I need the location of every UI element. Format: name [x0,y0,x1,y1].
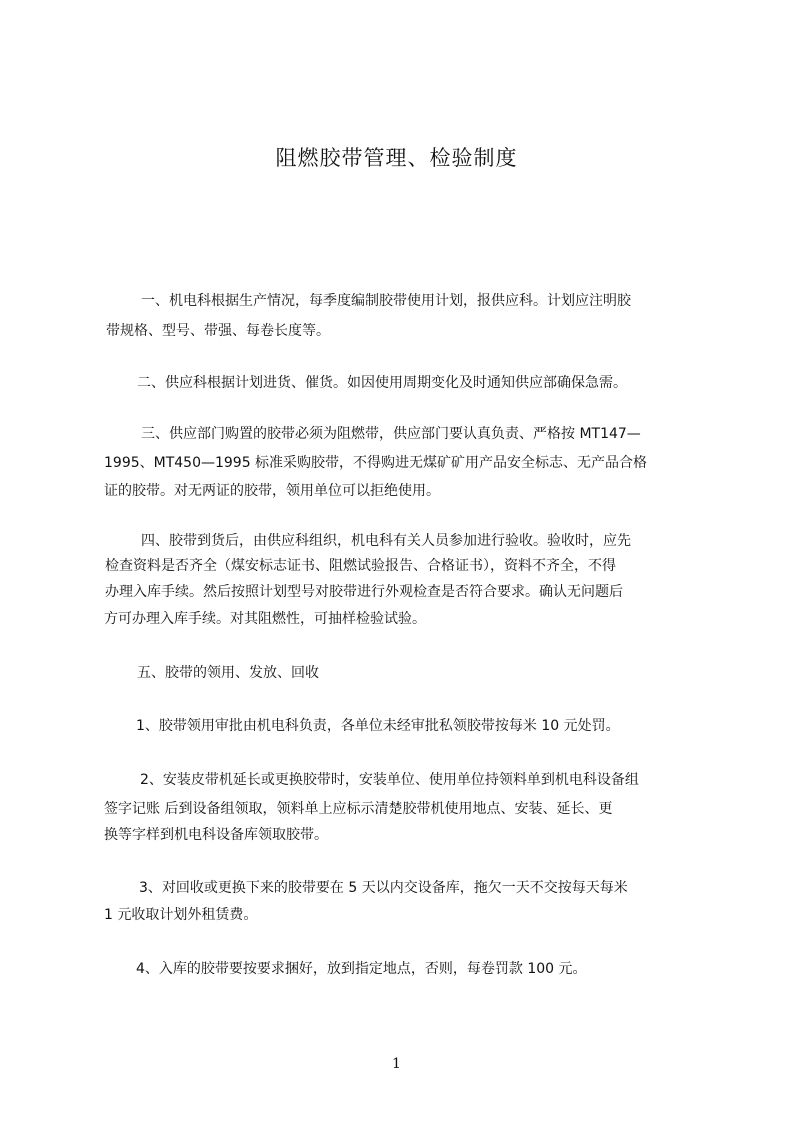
paragraph-line: 3、对回收或更换下来的胶带要在 5 天以内交设备库，拖欠一天不交按每天每米 [139,880,628,896]
paragraph-line: 1995、MT450—1995 标准采购胶带，不得购进无煤矿矿用产品安全标志、无产品合格 [104,455,648,471]
page-number: 1 [392,1056,401,1072]
paragraph-line: 检查资料是否齐全（煤安标志证书、阻燃试验报告、合格证书），资料不齐全，不得 [105,558,616,574]
document-title: 阻燃胶带管理、检验制度 [275,146,518,170]
paragraph-line: 证的胶带。对无两证的胶带，领用单位可以拒绝使用。 [104,483,440,499]
paragraph-line: 带规格、型号、带强、每卷长度等。 [106,323,330,339]
paragraph-line: 五、胶带的领用、发放、回收 [137,665,319,681]
paragraph-line: 二、供应科根据计划进货、催货。如因使用周期变化及时通知供应部确保急需。 [137,375,627,391]
paragraph-line: 方可办理入库手续。对其阻燃性，可抽样检验试验。 [104,611,426,627]
paragraph-line: 办理入库手续。然后按照计划型号对胶带进行外观检查是否符合要求。确认无问题后 [105,584,623,600]
paragraph-line: 三、供应部门购置的胶带必须为阻燃带，供应部门要认真负责、严格按 MT147— [141,426,641,442]
paragraph-line: 1、胶带领用审批由机电科负责，各单位未经审批私领胶带按每米 10 元处罚。 [136,718,620,734]
paragraph-line: 4、入库的胶带要按要求捆好，放到指定地点，否则，每卷罚款 100 元。 [136,961,587,977]
paragraph-line: 四、胶带到货后，由供应科组织，机电科有关人员参加进行验收。验收时，应先 [141,533,631,549]
paragraph-line: 1 元收取计划外租赁费。 [104,907,258,923]
paragraph-line: 换等字样到机电科设备库领取胶带。 [104,827,328,843]
paragraph-line: 签字记账 后到设备组领取，领料单上应标示清楚胶带机使用地点、安装、延长、更 [104,801,613,817]
paragraph-line: 2、安装皮带机延长或更换胶带时，安装单位、使用单位持领料单到机电科设备组 [140,772,639,788]
paragraph-line: 一、机电科根据生产情况，每季度编制胶带使用计划，报供应科。计划应注明胶 [141,293,631,309]
